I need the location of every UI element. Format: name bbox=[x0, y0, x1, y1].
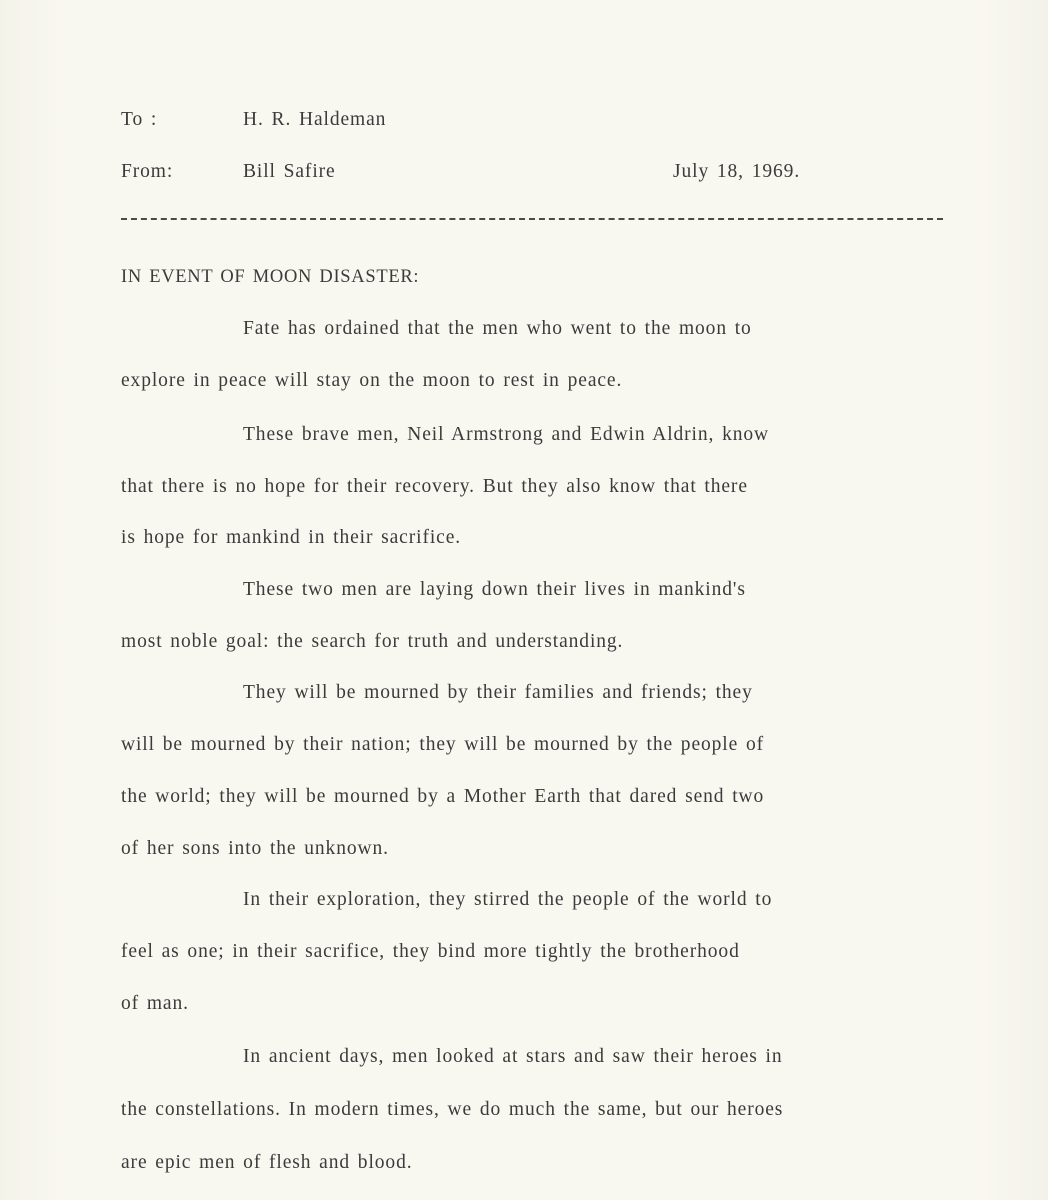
body-line: In ancient days, men looked at stars and saw their heroes in bbox=[243, 1046, 783, 1067]
to-recipient: H. R. Haldeman bbox=[243, 109, 387, 130]
memo-heading: IN EVENT OF MOON DISASTER: bbox=[121, 267, 420, 287]
body-line: are epic men of flesh and blood. bbox=[121, 1152, 413, 1173]
from-label: From: bbox=[121, 161, 174, 182]
body-line: feel as one; in their sacrifice, they bind more tightly the brotherhood bbox=[121, 941, 740, 962]
body-line: that there is no hope for their recovery. But they also know that there bbox=[121, 476, 748, 497]
body-line: They will be mourned by their families and friends; they bbox=[243, 682, 753, 703]
body-line: the constellations. In modern times, we do much the same, but our heroes bbox=[121, 1099, 784, 1120]
body-line: These brave men, Neil Armstrong and Edwin Aldrin, know bbox=[243, 424, 770, 445]
from-sender: Bill Safire bbox=[243, 161, 336, 182]
body-line: These two men are laying down their lives in mankind's bbox=[243, 579, 746, 600]
body-line: the world; they will be mourned by a Mother Earth that dared send two bbox=[121, 786, 765, 807]
memo-date: July 18, 1969. bbox=[673, 161, 801, 182]
to-label: To : bbox=[121, 109, 158, 130]
dashed-divider bbox=[121, 218, 943, 220]
body-line: In their exploration, they stirred the people of the world to bbox=[243, 889, 773, 910]
body-line: Fate has ordained that the men who went to the moon to bbox=[243, 318, 752, 339]
body-line: of her sons into the unknown. bbox=[121, 838, 389, 859]
body-line: of man. bbox=[121, 993, 189, 1014]
body-line: most noble goal: the search for truth and understanding. bbox=[121, 631, 624, 652]
body-line: will be mourned by their nation; they will be mourned by the people of bbox=[121, 734, 764, 755]
body-line: is hope for mankind in their sacrifice. bbox=[121, 527, 462, 548]
body-line: explore in peace will stay on the moon to rest in peace. bbox=[121, 370, 623, 391]
